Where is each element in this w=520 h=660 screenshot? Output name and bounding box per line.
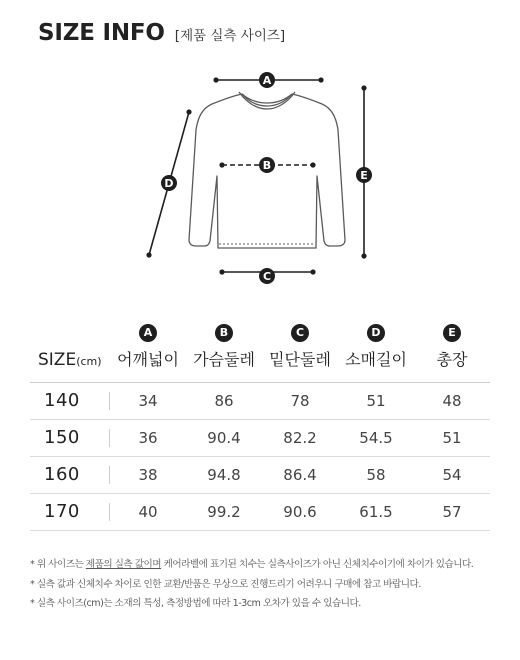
size-header-label: SIZE	[38, 349, 77, 370]
badge-b: B	[215, 324, 233, 342]
table-row	[30, 493, 490, 530]
value-cell: 40	[138, 502, 158, 521]
table-header-row	[30, 318, 490, 382]
note-1-suffix: 케어라벨에 표기된 치수는 실측사이즈가 아닌 신체치수이기에 차이가 있습니다.	[161, 559, 474, 570]
value-cell: 99.2	[207, 502, 241, 521]
value-cell: 94.8	[207, 465, 241, 484]
table-row	[30, 419, 490, 456]
dimension-a-right-dot	[318, 77, 323, 82]
svg-text:A: A	[262, 74, 272, 87]
dimension-b-right-dot	[310, 162, 315, 167]
value-cell: 36	[138, 428, 158, 447]
size-table	[30, 318, 490, 531]
size-cell: 160	[30, 456, 110, 493]
value-cell: 86.4	[283, 465, 317, 484]
value-cell: 82.2	[283, 428, 317, 447]
value-cell: 78	[290, 391, 310, 410]
svg-text:D: D	[164, 177, 174, 190]
size-cell: 150	[30, 419, 110, 456]
value-cell: 34	[138, 391, 158, 410]
note-1-underlined: 제품의 실측 값이며	[85, 559, 162, 570]
dimension-d-top-dot	[186, 109, 191, 114]
value-cell: 54	[442, 465, 462, 484]
value-cell: 38	[138, 465, 158, 484]
dimension-c-badge	[259, 268, 275, 284]
dimension-d-badge	[161, 175, 177, 191]
value-cell: 86	[214, 391, 234, 410]
column-label-e: 총장	[436, 349, 468, 369]
note-1	[30, 555, 510, 575]
badge-a: A	[139, 324, 157, 342]
value-cell: 58	[366, 465, 386, 484]
size-cell: 170	[30, 493, 110, 530]
svg-text:C: C	[262, 270, 272, 283]
value-cell: 90.6	[283, 502, 317, 521]
badge-c: C	[291, 324, 309, 342]
column-header-a	[110, 318, 186, 382]
dimension-d-bottom-dot	[146, 252, 151, 257]
note-3: * 실측 사이즈(cm)는 소재의 특성, 측정방법에 따라 1-3cm 오차가 있을 수 있습니다.	[30, 598, 361, 609]
column-header-e	[414, 318, 490, 382]
column-header-b	[186, 318, 262, 382]
note-1-prefix: * 위 사이즈는	[30, 559, 86, 570]
dimension-c-right-dot	[310, 269, 315, 274]
value-cell: 57	[442, 502, 462, 521]
dimension-b-badge	[259, 157, 275, 173]
size-cell: 140	[30, 382, 110, 419]
badge-e: E	[443, 324, 461, 342]
column-label-a: 어깨넓이	[117, 349, 179, 369]
dimension-e-badge	[356, 167, 372, 183]
dimension-a-left-dot	[213, 77, 218, 82]
title-main: SIZE INFO	[38, 20, 165, 46]
size-column-header	[30, 318, 110, 382]
notes	[30, 555, 510, 614]
column-label-d: 소매길이	[345, 349, 407, 369]
column-header-c	[262, 318, 338, 382]
svg-text:E: E	[360, 169, 368, 182]
dimension-e-top-dot	[361, 85, 366, 90]
column-header-d	[338, 318, 414, 382]
size-header-unit: (cm)	[76, 354, 102, 368]
dimension-a-badge	[259, 72, 275, 88]
dimension-c-left-dot	[219, 269, 224, 274]
badge-d: D	[367, 324, 385, 342]
table-row	[30, 382, 490, 419]
column-label-b: 가슴둘레	[193, 349, 255, 369]
dimension-b-left-dot	[219, 162, 224, 167]
value-cell: 61.5	[359, 502, 393, 521]
svg-text:B: B	[262, 159, 272, 172]
garment-diagram	[0, 0, 520, 310]
dimension-e-bottom-dot	[361, 253, 366, 258]
value-cell: 54.5	[359, 428, 393, 447]
value-cell: 90.4	[207, 428, 241, 447]
table-row	[30, 456, 490, 493]
note-2: * 실측 값과 신체치수 차이로 인한 교환/반품은 무상으로 진행드리기 어려우니 구매에 참고 바랍니다.	[30, 578, 421, 590]
value-cell: 51	[366, 391, 386, 410]
value-cell: 48	[442, 391, 462, 410]
title-subtitle: [제품 실측 사이즈]	[174, 28, 286, 44]
column-label-c: 밑단둘레	[269, 349, 331, 369]
value-cell: 51	[442, 428, 462, 447]
